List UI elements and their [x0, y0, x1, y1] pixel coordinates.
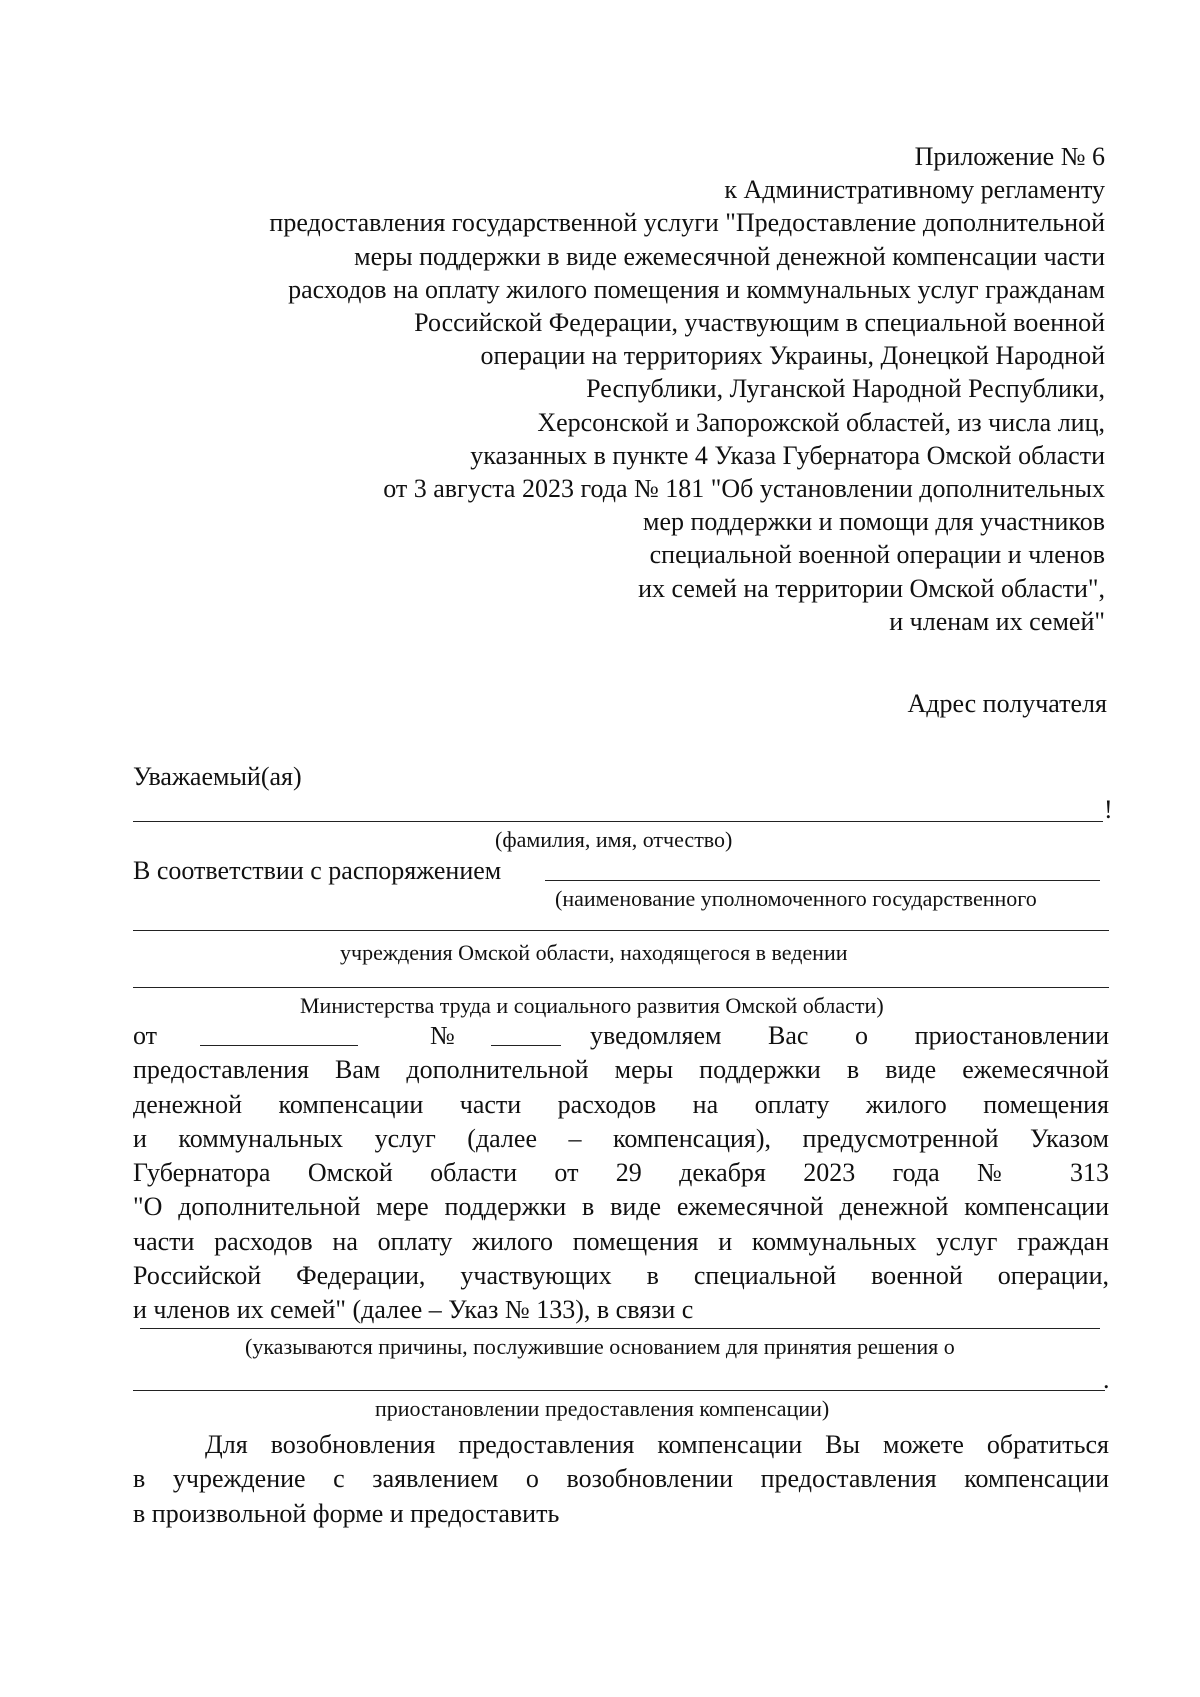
greeting-label: Уважаемый(ая) — [133, 762, 302, 791]
order-caption-2: учреждения Омской области, находящегося в ведении — [340, 940, 848, 965]
header-line: расходов на оплату жилого помещения и коммунальных услуг гражданам — [288, 274, 1105, 304]
header-line: их семей на территории Омской области", — [638, 573, 1105, 603]
greeting-end-mark: ! — [1104, 795, 1113, 824]
body-line: части расходов на оплату жилого помещения и коммунальных услуг граждан — [133, 1226, 1109, 1256]
header-line: Российской Федерации, участвующим в специальной военной — [414, 308, 1105, 338]
from-label: от — [133, 1021, 158, 1050]
reason-caption-2: приостановлении предоставления компенсации) — [375, 1396, 830, 1421]
header-line: и членам их семей" — [889, 606, 1105, 636]
number-sign: № — [430, 1021, 455, 1050]
header-line: специальной военной операции и членов — [649, 540, 1105, 570]
body-line: и коммунальных услуг (далее – компенсация), предусмотренной Указом — [133, 1123, 1109, 1153]
body-line: Российской Федерации, участвующих в специальной военной операции, — [133, 1261, 1109, 1291]
header-line: операции на территориях Украины, Донецкой Народной — [480, 341, 1105, 371]
header-line: Республики, Луганской Народной Республики, — [586, 374, 1105, 404]
order-label: В соответствии с распоряжением — [133, 856, 502, 885]
date-blank — [200, 1023, 358, 1046]
notify-text: уведомляем Вас о приостановлении — [590, 1021, 1109, 1050]
body-line: "О дополнительной мере поддержки в виде ежемесячной денежной компенсации — [133, 1192, 1109, 1222]
appendix-header — [145, 140, 1105, 638]
reason-end-mark: . — [1103, 1365, 1110, 1394]
order-caption-1: (наименование уполномоченного государственного — [555, 886, 1037, 911]
renewal-line-3: в произвольной форме и предоставить — [133, 1498, 560, 1528]
renewal-line-2: в учреждение с заявлением о возобновлении предоставления компенсации — [133, 1464, 1109, 1494]
body-line-last: и членов их семей" (далее – Указ № 133), в связи с — [133, 1295, 694, 1325]
order-caption-3: Министерства труда и социального развития Омской области) — [300, 993, 884, 1018]
header-line: от 3 августа 2023 года № 181 "Об установлении дополнительных — [383, 474, 1105, 504]
header-line: указанных в пункте 4 Указа Губернатора Омской области — [470, 440, 1105, 470]
body-line: денежной компенсации части расходов на оплату жилого помещения — [133, 1089, 1109, 1119]
header-line: к Административному регламенту — [724, 175, 1105, 205]
header-line: меры поддержки в виде ежемесячной денежной компенсации части — [354, 241, 1105, 271]
number-blank — [491, 1023, 561, 1046]
body-first-line — [133, 1019, 1109, 1053]
reason-caption-1: (указываются причины, послужившие основанием для принятия решения о — [245, 1334, 955, 1359]
full-name-caption: (фамилия, имя, отчество) — [495, 827, 733, 852]
header-line: Приложение № 6 — [914, 142, 1105, 171]
recipient-address: Адрес получателя — [907, 689, 1107, 718]
body-line: предоставления Вам дополнительной меры поддержки в виде ежемесячной — [133, 1055, 1109, 1085]
renewal-line-1: Для возобновления предоставления компенсации Вы можете обратиться — [205, 1430, 1109, 1459]
renewal-paragraph — [133, 1428, 1109, 1531]
order-blank-3 — [133, 987, 1109, 988]
header-line: Херсонской и Запорожской областей, из числа лиц, — [537, 407, 1105, 437]
reason-blank — [140, 1328, 1100, 1329]
header-line: мер поддержки и помощи для участников — [643, 507, 1105, 537]
order-blank — [545, 880, 1100, 881]
header-line: предоставления государственной услуги "Предоставление дополнительной — [269, 208, 1105, 238]
full-name-blank — [133, 821, 1103, 822]
reason-blank-2 — [133, 1390, 1105, 1391]
notification-body — [133, 1019, 1109, 1328]
body-line: Губернатора Омской области от 29 декабря 2023 года № 313 — [133, 1158, 1109, 1188]
order-blank-2 — [133, 930, 1109, 931]
